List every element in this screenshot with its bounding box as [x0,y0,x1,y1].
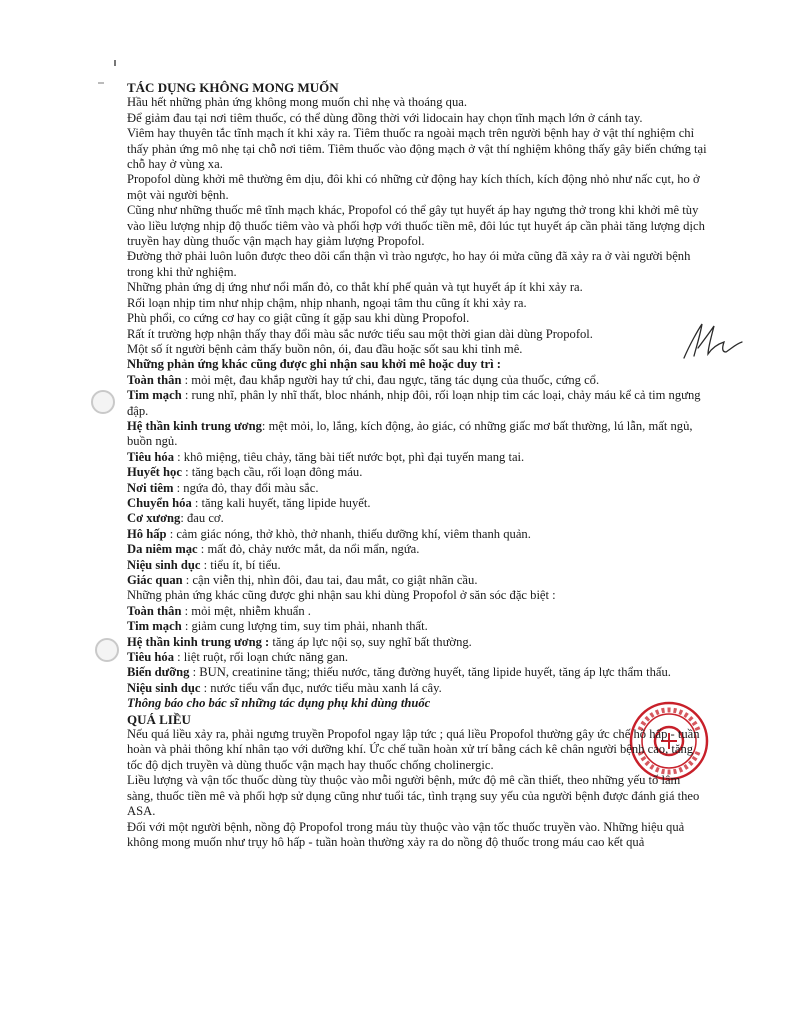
list-item-text: tăng áp lực nội sọ, suy nghĩ bất thường. [269,634,472,649]
list-item-term: Niệu sinh dục [127,680,201,695]
list-item-term: Tim mạch [127,388,182,403]
list-item-term: Tiêu hóa [127,449,175,464]
section-heading-overdose: QUÁ LIỀU [127,711,191,727]
list-item-term: Da niêm mạc [127,542,198,557]
list-item-text: : rung nhĩ, phân ly nhĩ thất, bloc nhánh, nhịp đôi, rối loạn nhịp tim các loại, chảy máu kể cả tim ngưng đập. [127,388,701,418]
list-item-text: : mất đỏ, chảy nước mắt, da nổi mẩn, ngứa. [197,542,420,557]
list-item-text: : ngứa đỏ, thay đổi màu sắc. [173,480,319,495]
list-item [127,558,707,573]
paragraph: Đối với một người bệnh, nồng độ Propofol trong máu tùy thuộc vào vận tốc thuốc truyền vào. Những hiệu quả không mong muốn như trụy hô hấp - tuần hoàn thường xảy ra do nồng độ thuốc trong máu cao kết quả [127,819,685,849]
list-item-text: : mỏi mệt, đau khắp người hay tứ chi, đau ngực, tăng tác dụng của thuốc, cứng cổ. [181,372,600,387]
list-item [127,450,707,465]
paragraph: Propofol dùng khởi mê thường êm dịu, đôi khi có những cử động hay kích thích, kích động nhỏ như nấc cụt, ho ở một vài người bệnh. [127,172,700,202]
list-item [127,604,707,619]
list-item-term: Giác quan [127,573,183,587]
list-item [127,665,707,680]
paragraph: Viêm hay thuyên tắc tĩnh mạch ít khi xảy ra. Tiêm thuốc ra ngoài mạch trên người bệnh hay ở vật thí nghiệm chỉ thấy phản ứng mô nhẹ tại chỗ nơi tiêm. Tiêm thuốc vào động mạch ở vật thí nghiệm không thấy gây biến chứng tại chỗ hay ở vùng xa. [127,126,707,172]
section-heading-side-effects: TÁC DỤNG KHÔNG MONG MUỐN [127,80,339,95]
list-item-term: Niệu sinh dục [127,557,201,572]
list-item-term: Biến dưỡng [127,665,190,680]
list-item [127,542,707,557]
list-item-text: : cảm giác nóng, thở khò, thở nhanh, thiếu dưỡng khí, viêm thanh quản. [166,526,531,541]
list-item-text: : giảm cung lượng tim, suy tim phải, nhanh thất. [181,619,428,634]
list-item [127,481,707,496]
paragraph: Những phản ứng dị ứng như nổi mẩn đỏ, co thắt khí phế quản và tụt huyết áp ít khi xảy ra. [127,280,583,295]
list-item [127,619,707,634]
list-item-text: : cận viễn thị, nhìn đôi, đau tai, đau mắt, co giật nhãn cầu. [182,573,478,587]
subheading-intensive-care: Những phản ứng khác cũng được ghi nhận sau khi dùng Propofol ở săn sóc đặc biệt : [127,588,556,603]
list-item [127,511,707,526]
paragraph: Cũng như những thuốc mê tĩnh mạch khác, Propofol có thể gây tụt huyết áp hay ngưng thở trong khi khởi mê tùy vào liều lượng nhịp độ thuốc tiêm vào và phối hợp với thuốc tiền mê, đôi lúc tụt huyết áp cần phải tăng lượng dịch truyền hay dùng thuốc vận mạch hay giảm lượng Propofol. [127,203,705,249]
paragraph: Phù phổi, co cứng cơ hay co giật cũng ít gặp sau khi dùng Propofol. [127,311,470,326]
list-item-term: Tim mạch [127,619,182,634]
list-item-text: : khô miệng, tiêu chảy, tăng bài tiết nước bọt, phì đại tuyến mang tai. [174,449,525,464]
scan-mark [114,60,116,66]
list-item-term: Hệ thần kinh trung ương : [127,634,270,649]
list-item-term: Hô hấp [127,526,167,541]
list-item-term: Hệ thần kinh trung ương [127,418,262,433]
paragraph: Hầu hết những phản ứng không mong muốn chỉ nhẹ và thoáng qua. [127,95,467,110]
paragraph: Liều lượng và vận tốc thuốc dùng tùy thuộc vào mỗi người bệnh, mức độ mê cần thiết, theo những yếu tố lâm sàng, thuốc tiền mê và phối hợp sử dụng cũng như tuổi tác, tình trạng suy yếu của người bệnh được đánh giá theo ASA. [127,773,700,819]
list-item [127,373,707,388]
document-content [127,80,707,850]
scan-mark [98,82,104,84]
list-item-text: : nước tiểu vẩn đục, nước tiểu màu xanh lá cây. [200,680,442,695]
list-item [127,465,707,480]
paragraph: Đường thở phải luôn luôn được theo dõi cẩn thận vì trào ngược, ho hay ói mửa cũng đã xảy ra ở vài người bệnh trong khi thử nghiệm. [127,249,691,279]
list-item-term: Chuyển hóa [127,495,192,510]
list-item-text: : BUN, creatinine tăng; thiếu nước, tăng đường huyết, tăng lipide huyết, tăng áp lực thẩm thấu. [189,665,671,680]
list-item-text: : tiểu ít, bí tiểu. [200,557,281,572]
paragraph: Một số ít người bệnh cảm thấy buồn nôn, ói, đau đầu hoặc sốt sau khi tỉnh mê. [127,341,523,356]
list-item-term: Cơ xương [127,511,181,526]
notice-text: Thông báo cho bác sĩ những tác dụng phụ khi dùng thuốc [127,696,431,711]
paragraph: Nếu quá liều xảy ra, phải ngưng truyền Propofol ngay lập tức ; quá liều Propofol thường gây ức chế hô hấp - tuần hoàn và phải thông khí nhân tạo với dưỡng khí. Ức chế tuần hoàn xử trí bằng cách kê chân người bệnh cao, tăng tốc độ dịch truyền và dùng thuốc vận mạch hay thuốc chống cholinergic. [127,727,700,772]
list-item-text: : đau cơ. [180,511,224,526]
list-item-term: Toàn thân [127,372,182,387]
list-item-term: Huyết học [127,465,182,480]
paragraph: Rối loạn nhịp tim như nhịp chậm, nhịp nhanh, ngoại tâm thu cũng ít khi xảy ra. [127,295,527,310]
punch-hole [91,390,115,414]
list-item-term: Nơi tiêm [127,480,174,495]
list-item-text: : mệt mỏi, lo, lắng, kích động, ảo giác, có những giấc mơ bất thường, lú lẫn, mất ngủ, buồn ngủ. [127,418,693,449]
paragraph: Rất ít trường hợp nhận thấy thay đổi màu sắc nước tiểu sau một thời gian dài dùng Propofol. [127,326,593,341]
list-item [127,650,707,665]
list-item [127,635,707,650]
list-item-term: Toàn thân [127,603,182,618]
paragraph: Để giảm đau tại nơi tiêm thuốc, có thể dùng đồng thời với lidocain hay chọn tĩnh mạch lớn ở cánh tay. [127,110,643,125]
list-item [127,388,707,419]
list-item [127,527,707,542]
list-item-term: Tiêu hóa [127,650,175,665]
list-item-text: : tăng kali huyết, tăng lipide huyết. [191,495,371,510]
list-item-text: : liệt ruột, rối loạn chức năng gan. [174,650,349,665]
list-item-text: : tăng bạch cầu, rối loạn đông máu. [181,465,363,480]
list-item [127,419,707,450]
list-item [127,496,707,511]
subheading-maintenance: Những phản ứng khác cũng được ghi nhận sau khởi mê hoặc duy trì : [127,357,501,372]
list-item [127,573,707,588]
list-item [127,681,707,696]
punch-hole [95,638,119,662]
list-item-text: : mỏi mệt, nhiễm khuẩn . [181,603,311,618]
